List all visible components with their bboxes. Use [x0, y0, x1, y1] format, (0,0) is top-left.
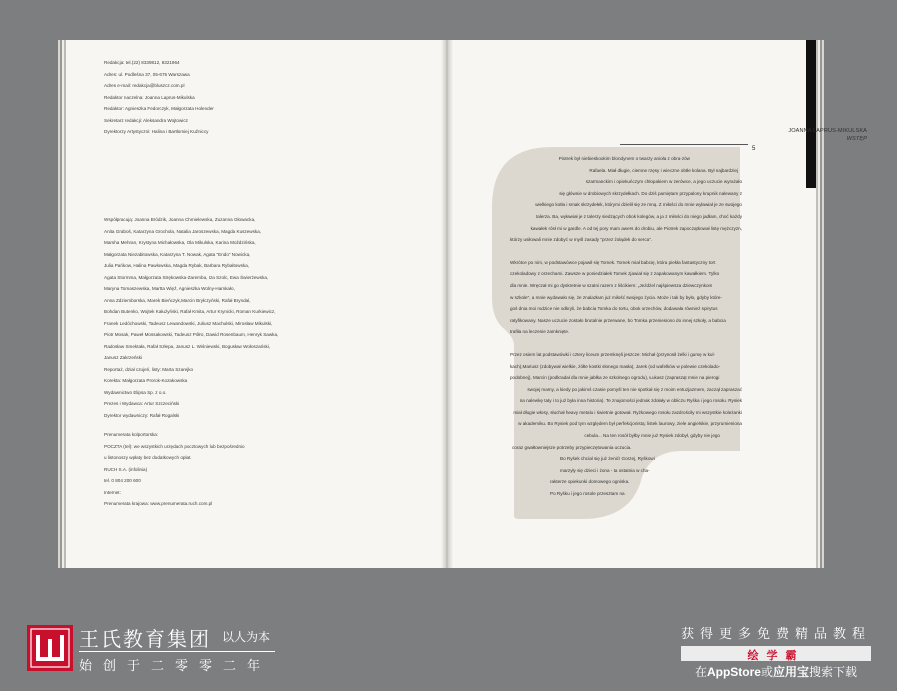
body-line: kawałek rósł mi w gardle. A od tej pory mam awers do drobiu, ale Piotrek zapoczątkował listę mężczyzn, [530, 225, 742, 231]
imprint-block [104, 57, 214, 138]
credits-line: Prezes i Wydawca: Artur Szczeciński [104, 401, 180, 406]
subscription-line: POCZTA (tel): we wszystkich urzędach pocztowych lub bezpośrednio [104, 443, 245, 449]
subscription-line: tel. 0 804 200 600 [104, 478, 141, 483]
article-header [788, 127, 867, 143]
article-body [510, 153, 742, 511]
credits-line: Agata Stormma, Małgorzata Strękowska-Zaremba, Iza Szolc, Ewa Świerżewska, [104, 274, 269, 280]
credits-line: Współpracują: Joanna Bródzik, Joanna Chmielewska, Zuzanna Głowacka, [104, 217, 256, 222]
body-line: swojej mamy, a kiedy po jakimś czasie pomyśl ten nie spotkał się z moim entuzjazmem, zaczął zapraszać [527, 386, 742, 392]
body-line: na nalewkę taty i to już była inna historia). Te znajomości jednak zdołały w obliczu Ryśka i jego rosołu. Rysiek [519, 398, 742, 404]
w-logo-icon [27, 625, 73, 671]
credits-line: Piotr Mosak, Paweł Mossakowski, Tadeusz Półro, Dawid Rosenbaum, Henryk Sawka, [104, 332, 279, 337]
appstore-label: AppStore [706, 665, 761, 679]
paragraph [510, 153, 742, 246]
body-line: Piotrek był niebieskookim blondynem o twarzy anioła z obra-zów [558, 156, 690, 161]
promo-download [681, 663, 871, 680]
credits-line: Franek Ledóchowski, Tadeusz Lewandowski, Juliusz Machulski, Mirosław Mikulski, [104, 320, 273, 326]
body-line: Przez osiem lat podstawówki i cztery liceum przemknęli jeszcze: Michał (przynosił żelki i gumę w kul- [510, 351, 715, 357]
imprint-line: Redaktor naczelna: Joanna Laprus-Mikulska [104, 94, 195, 100]
header-rule [620, 144, 748, 145]
section-title: WSTĘP [846, 136, 867, 142]
credits-block [104, 214, 278, 421]
section-tab [806, 40, 816, 188]
promo-block [681, 623, 871, 680]
body-line: cebula... Na ten rosół byłby mnie już Rysiek zdobył, gdyby nie jego [584, 433, 720, 439]
promo-text: 或 [760, 665, 773, 679]
paragraph [510, 257, 742, 338]
paragraph [510, 349, 742, 500]
brand-logo [27, 625, 73, 671]
subscription-line: u listonoszy wpłaty bez dodatkowych opłat. [104, 455, 192, 460]
body-line: szarmanckim i opiekuńczym chłopakiem w zerówce, a jego uczucie wyrażało [585, 179, 742, 185]
subscription-line: Prenumerata krajowa: www.prenumerata.ruch.com.pl [104, 501, 213, 506]
body-line: w szkole", a mnie wydawało się, że znalazłam już miłość swojego życia. Może i tak by było, gdyby które- [510, 294, 723, 300]
body-line: talerza. Ba, wyławiał je z talerzy siedzących obok kolegów, a ja z miłości do niego jadłam, choć każdy [535, 213, 742, 219]
body-line: rakterze opiekunki domowego ogniska. [550, 479, 630, 485]
subscription-line: RUCH S.A. (infolinia) [104, 466, 148, 472]
body-line: Po Ryśku i jego rosole przesztam na [550, 491, 625, 497]
credits-line: Marsha Mehran, Krystyna Michałowska, Ola Mikulska, Karina Moździńska, [104, 240, 256, 245]
brand-divider [79, 651, 275, 652]
brand-since: 始创于二零零二年 [79, 658, 272, 673]
promo-text: 搜索下载 [809, 665, 858, 679]
credits-line: Maryna Tomaszewska, Martta Więź, Agnieszka Wolny-Hamkało, [104, 286, 235, 291]
body-line: marzyły się dzieci i żona - ta ostatnia w cha- [560, 467, 650, 473]
subscription-line: Prenumerata kolportorska: [104, 432, 159, 437]
promo-app-bar [681, 646, 871, 661]
body-line: Bo Ryśek chciał się już żenić! Gorzej, Ryśkowi [560, 456, 655, 462]
credits-line: Anita Graboś, Katarzyna Grochola, Natalia Jaroszewska, Magda Kuszewska, [104, 228, 262, 234]
body-line: podobnej), Marcin (podkradał dla mnie jabłka ze szkolnego ogrodu), Łukasz (zaprasząt mnie na pierogi [510, 375, 720, 381]
credits-line: Reportaż, dział czujeń, listy: Marta Szarejko [104, 366, 194, 372]
page-number: 5 [752, 146, 756, 152]
credits-line: Julia Pańkow, Halina Pawłowska, Magda Rybak, Barbara Rybałtowska, [104, 263, 250, 268]
author-name: JOANNA LAPRUS-MIKULSKA [788, 128, 867, 134]
body-line: trafiła na leczenie zamknięte. [510, 329, 570, 335]
brand-name: 王氏教育集团 [79, 629, 211, 651]
body-line: kach),Mariusz (zdobywał wielkie, żółte kostki słonego masła), Jarek (od wafelków w polewie czekolado- [510, 363, 721, 369]
imprint-line: Redaktor: Agnieszka Fedorczyk, Małgorzata Holender [104, 106, 214, 111]
promo-headline: 获得更多免费精品教程 [680, 626, 871, 641]
credits-line: Wydawnictwo Elipsa Sp. z o.o. [104, 389, 167, 395]
credits-line: Janusz Zakrzeński [104, 355, 143, 360]
body-line: czekoladowy z orzechami. Zawsze w poniedziałek Tomek zjawiał się z zapakowanym kawałkiem. Tylko [510, 271, 720, 277]
body-line: dla mnie. Wręczał mi go dyskretnie w szatni razem z liścikiem: „Jeżdżel najśpiewsza dziewczynkom [510, 282, 713, 288]
credits-line: Radosław Smektała, Rafał Szłepa, Janusz L. Wiśniewski, Bogusław Wołoszański, [104, 343, 271, 349]
credits-line: Małgorzata Niezabitowska, Katarzyna T. Nowak, Agata "Endo" Nowicka, [104, 251, 251, 257]
body-line: Rafaela. Miał długie, ciemne rzęsy i wieczne obtłe kolana. Był najbardziej [589, 167, 738, 173]
page-edge [822, 40, 824, 568]
body-line: wielkiego kotła i smak skrzydełek, którymi dzielił się ze mną. Z miłości do mnie wyławiał je ze swojego [535, 202, 742, 208]
body-line: miał długie włosy, słuchał heavy metalu i świetnie gotował. Ryżkowego rosołu zazdrościły mi wszystkie koleżanki [513, 409, 742, 415]
yingyongbao-label: 应用宝 [772, 665, 809, 679]
subscription-block [104, 429, 245, 510]
body-line: którzy usiłowali mnie zdobyć w myśl zasady "przez żołądek do serca". [510, 237, 653, 243]
body-line: coraz gwałtowniejsze potrzeby przypieczętowania uczucia. [512, 444, 632, 450]
imprint-line: Dyrektorzy Artystyczni: Halina i Bartłomiej Kuźniccy [104, 129, 209, 134]
body-line: się głównie w drobiowych skrzydełkach. Do dziś pamiętam przypalony krupnik nalewany z [559, 190, 742, 196]
promo-text: 在 [694, 665, 707, 679]
body-line: Wkrótce po nim, w podstawówce pojawił się Tomek. Tomek miał babcię, która piekła fantastyczny tort [510, 259, 716, 265]
brand-slogan: 以人为本 [222, 630, 271, 644]
imprint-line: Redakcja: tel.(22) 8339812, 8321964 [104, 60, 180, 65]
imprint-line: Adres: ul. Podleśna 37, 05-675 Warszawa [104, 71, 190, 77]
credits-line: Bohdan Butenko, Wojtek Kałużyński, Rafał Kmita, Artur Krynicki, Roman Kurkiewicz, [104, 309, 276, 314]
credits-line: Dyrektor wydawniczy: Rafał Rogalski [104, 412, 180, 418]
promo-app-name: 绘学霸 [747, 650, 805, 662]
imprint-line: Sekretarz redakcji: Aleksandra Wojtowicz [104, 117, 188, 123]
credits-line: Korekta: Małgorzata Prorok-Kozakowska [104, 378, 188, 383]
credits-line: Anna Zdziemborska, Marek Bieńczyk,Marcin Bryłczyński, Rafał Bryndal, [104, 297, 251, 303]
subscription-line: Internet: [104, 489, 121, 495]
body-line: w akademiku. Bo Rysiek pod tym względem był perfekcjonistą: listek laurowy, ziele angielskie, przyrumieniona [518, 421, 742, 427]
imprint-line: Adres e-mail: redakcja@bluszcz.com.pl [104, 83, 185, 88]
body-line: goś dnia moi rodzice nie odkryli, że babcia Tomka do tortu, obok orzechów, dodawała również spirytus [510, 306, 718, 312]
book-spine [441, 40, 453, 568]
body-line: ratyfikowany. Nasze uczucie zostało brutalnie przerwane, bo Tomka przeniesiono do innej szkoły, a babcia [510, 317, 726, 323]
